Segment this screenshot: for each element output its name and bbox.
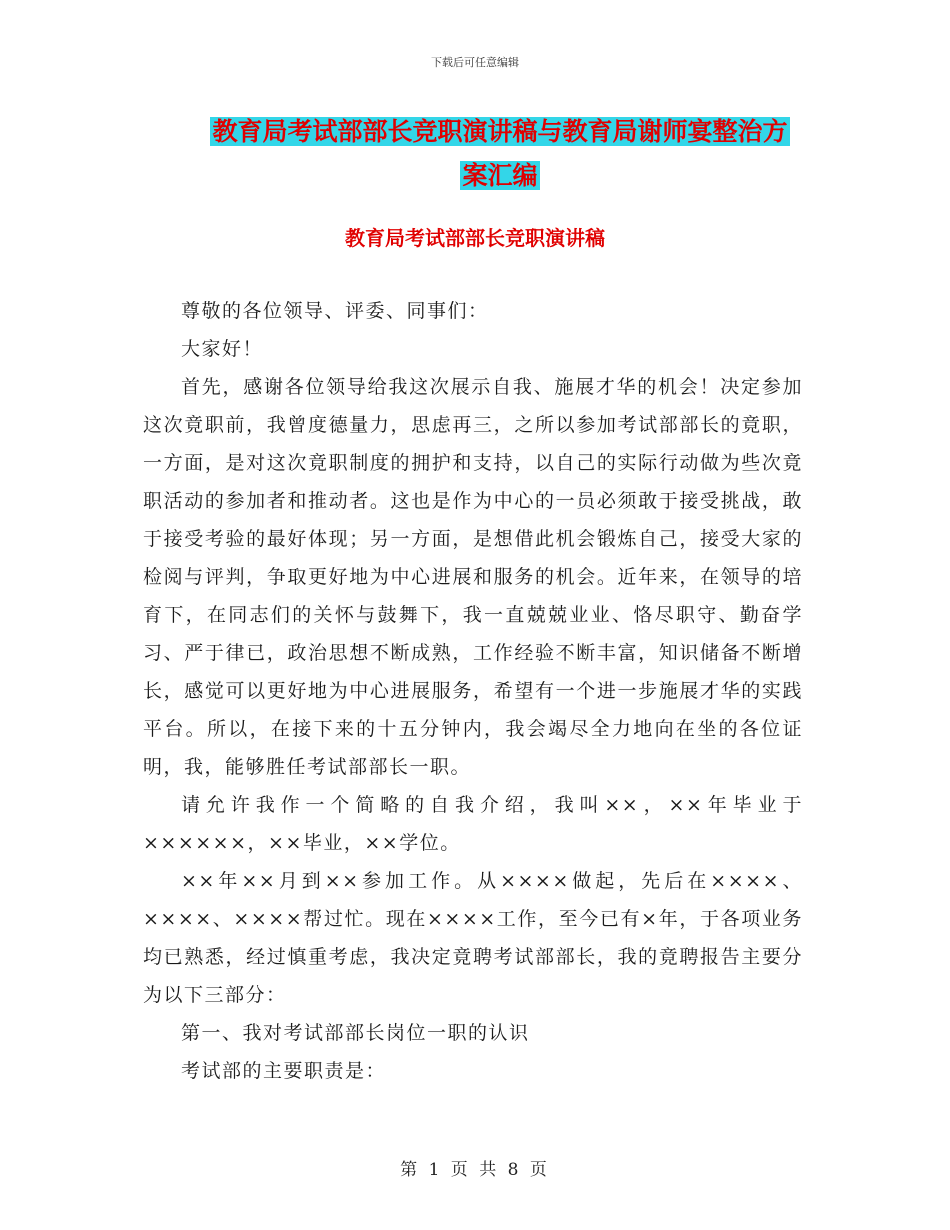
paragraph-intro: 首先，感谢各位领导给我这次展示自我、施展才华的机会！决定参加这次竟职前，我曾度德量力，思虑再三，之所以参加考试部部长的竟职，一方面，是对这次竟职制度的拥护和支持，以自己的实际行动做为些次竟职活动的参加者和推动者。这也是作为中心的一员必须敢于接受挑战，敢于接受考验的最好体现；另一方面，是想借此机会锻炼自己，接受大家的检阅与评判，争取更好地为中心进展和服务的机会。近年来，在领导的培育下，在同志们的关怀与鼓舞下，我一直兢兢业业、恪尽职守、勤奋学习、严于律已，政治思想不断成熟，工作经验不断丰富，知识储备不断增长，感觉可以更好地为中心进展服务，希望有一个进一步施展才华的实践平台。所以，在接下来的十五分钟内，我会竭尽全力地向在坐的各位证明，我，能够胜任考试部部长一职。	[143, 376, 803, 778]
paragraph-duties: 考试部的主要职责是：	[181, 1060, 387, 1082]
document-title-line-2: 案汇编	[462, 161, 538, 190]
document-title	[190, 110, 810, 198]
paragraph-work-history: ××年××月到××参加工作。从××××做起，先后在××××、××××、××××帮过忙。现在××××工作，至今已有×年，于各项业务均已熟悉，经过慎重考虑，我决定竟聘考试部部长，我的竟聘报告主要分为以下三部分：	[143, 870, 803, 1006]
document-title-line-1: 教育局考试部部长竞职演讲稿与教育局谢师宴整治方	[212, 117, 788, 146]
paragraph-greeting: 大家好！	[181, 338, 264, 360]
page-footer: 第 1 页 共 8 页	[400, 1160, 550, 1180]
header-note: 下载后可任意编辑	[431, 56, 519, 69]
paragraph-self-introduction: 请允许我作一个简略的自我介绍，我叫××，××年毕业于××××××，××毕业，××学位。	[143, 794, 803, 854]
paragraph-part-one-heading: 第一、我对考试部部长岗位一职的认识	[181, 1022, 530, 1044]
paragraph-salutation: 尊敬的各位领导、评委、同事们：	[181, 300, 489, 322]
section-title: 教育局考试部部长竞职演讲稿	[345, 226, 605, 250]
document-body	[143, 292, 803, 1090]
